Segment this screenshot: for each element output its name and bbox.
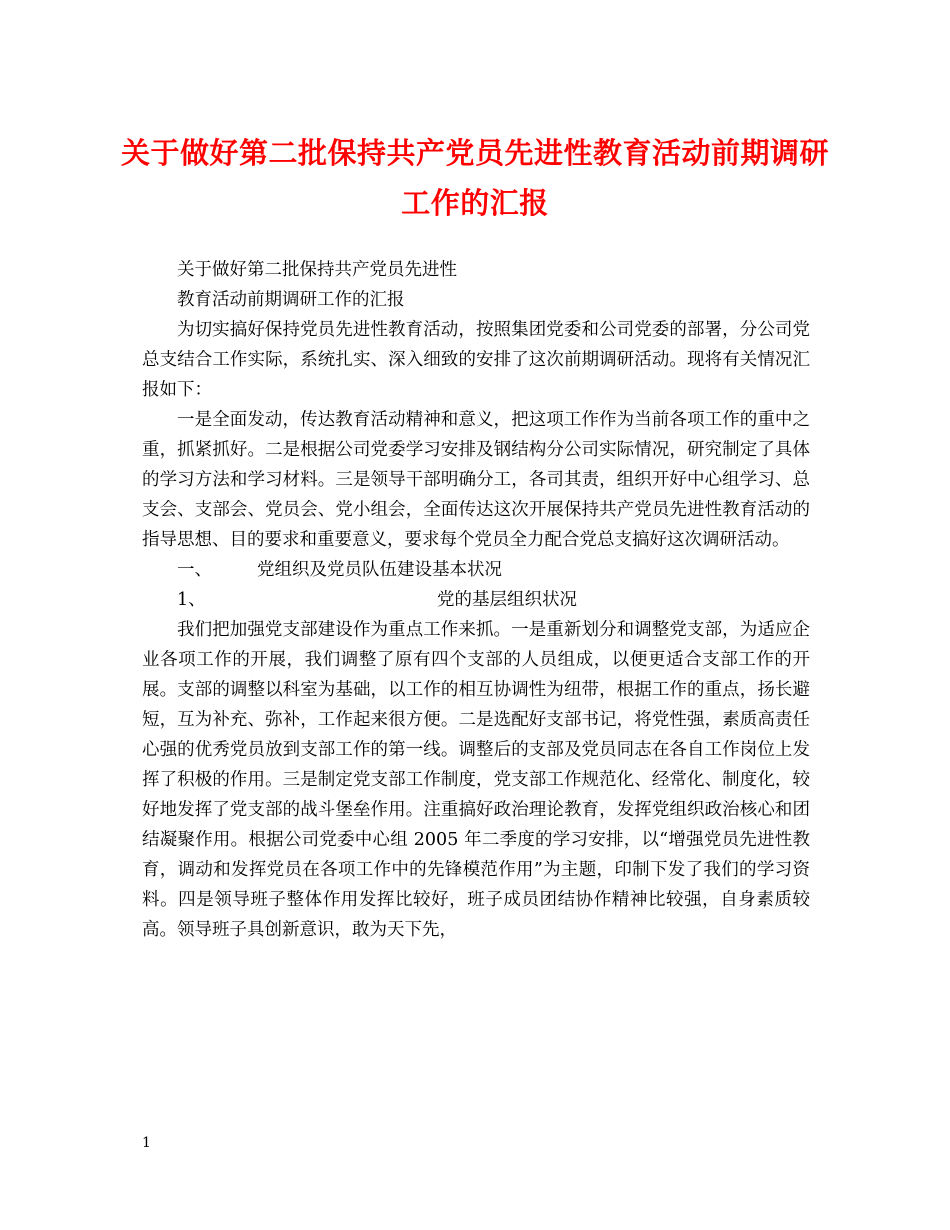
subsection-heading-number: 1、 [177,590,206,610]
document-body [142,255,810,945]
section-heading-text: 党组织及党员队伍建设基本状况 [257,560,502,580]
subsection-heading-text: 党的基层组织状况 [437,590,577,610]
paragraph-party-branch: 我们把加强党支部建设作为重点工作来抓。一是重新划分和调整党支部，为适应企业各项工作的开展，我们调整了原有四个支部的人员组成，以便更适合支部工作的开展。支部的调整以科室为基础，以工作的相互协调性为纽带，根据工作的重点，扬长避短，互为补充、弥补，工作起来很方便。二是选配好支部书记，将党性强，素质高责任心强的优秀党员放到支部工作的第一线。调整后的支部及党员同志在各自工作岗位上发挥了积极的作用。三是制定党支部工作制度，党支部工作规范化、经常化、制度化，较好地发挥了党支部的战斗堡垒作用。注重搞好政治理论教育，发挥党组织政治核心和团结凝聚作用。根据公司党委中心组 2005 年二季度的学习安排，以“增强党员先进性教育，调动和发挥党员在各项工作中的先锋模范作用”为主题，印制下发了我们的学习资料。四是领导班子整体作用发挥比较好，班子成员团结协作精神比较强，自身素质较高。领导班子具创新意识，敢为天下先， [142,620,810,940]
title-line-2: 工作的汇报 [401,186,549,220]
section-heading-number: 一、 [177,560,212,580]
subsection-heading [142,585,810,615]
subtitle-line-2: 教育活动前期调研工作的汇报 [177,290,405,310]
paragraph-mobilization: 一是全面发动，传达教育活动精神和意义，把这项工作作为当前各项工作的重中之重，抓紧抓好。二是根据公司党委学习安排及钢结构分公司实际情况，研究制定了具体的学习方法和学习材料。三是领导干部明确分工，各司其责，组织开好中心组学习、总支会、支部会、党员会、党小组会，全面传达这次开展保持共产党员先进性教育活动的指导思想、目的要求和重要意义，要求每个党员全力配合党总支搞好这次调研活动。 [142,410,810,550]
title-line-1: 关于做好第二批保持共产党员先进性教育活动前期调研 [120,136,829,170]
subtitle-line-1: 关于做好第二批保持共产党员先进性 [177,260,457,280]
paragraph-intro: 为切实搞好保持党员先进性教育活动，按照集团党委和公司党委的部署，分公司党总支结合工作实际，系统扎实、深入细致的安排了这次前期调研活动。现将有关情况汇报如下： [142,320,810,400]
page-number: 1 [142,1135,151,1151]
section-heading [142,555,810,585]
document-title [120,128,830,228]
